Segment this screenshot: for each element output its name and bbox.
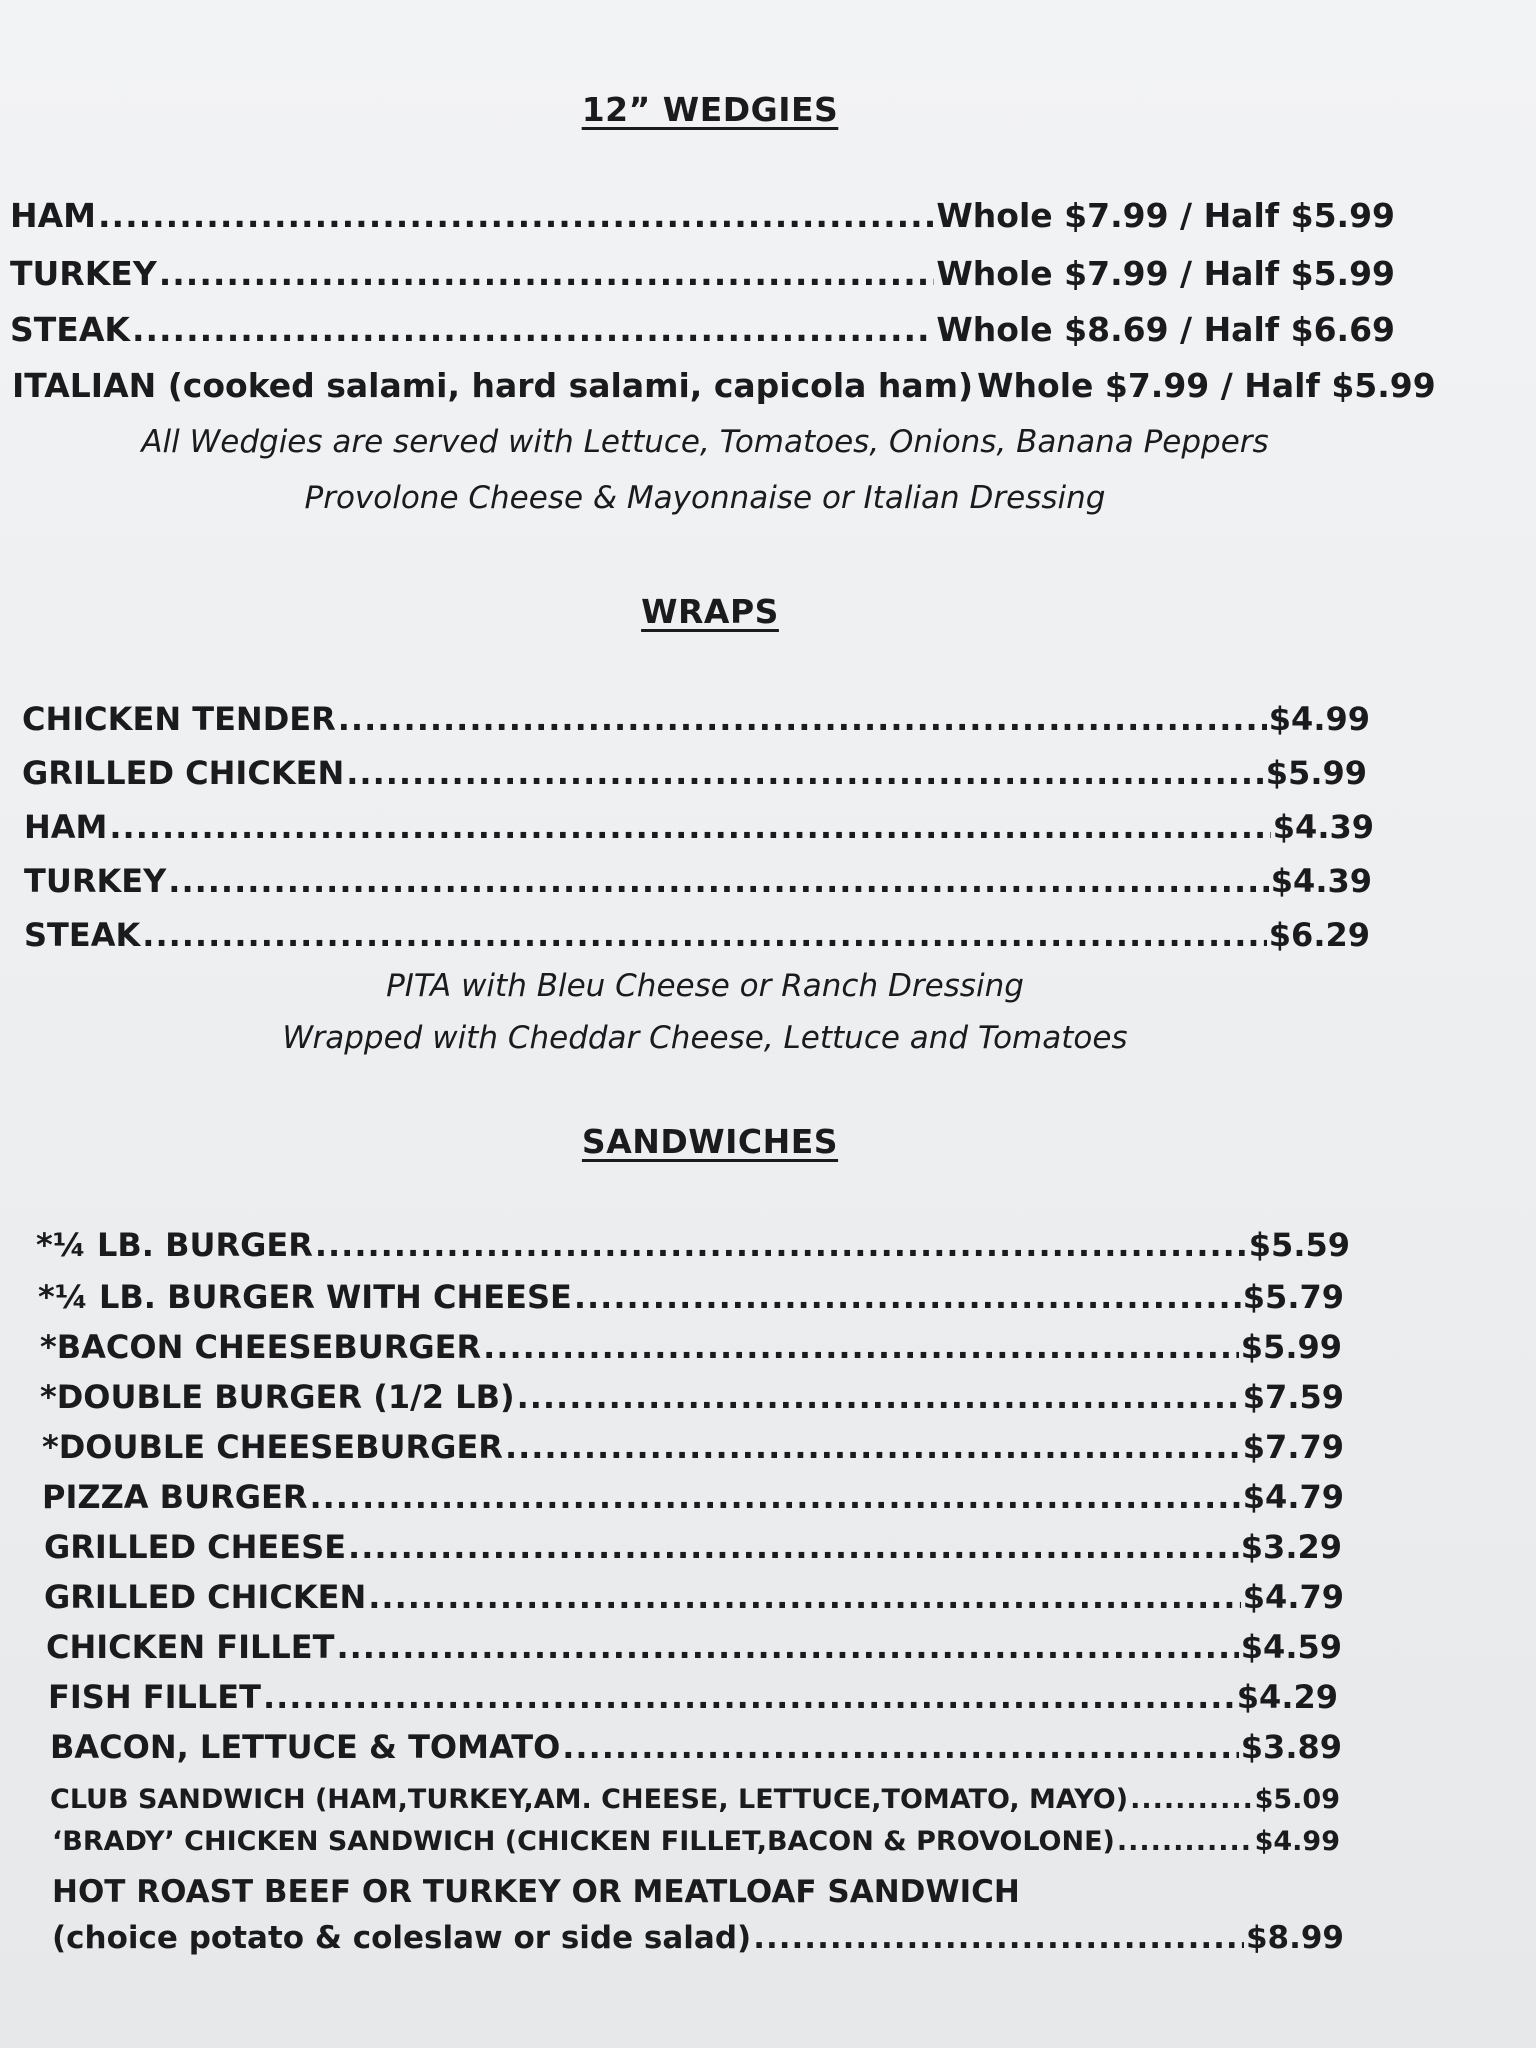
item-price: $4.99: [1268, 700, 1370, 738]
item-name: *BACON CHEESEBURGER: [40, 1328, 482, 1366]
item-name: TURKEY: [24, 862, 167, 900]
item-price: Whole $7.99 / Half $5.99: [936, 254, 1395, 293]
menu-item: [24, 862, 1372, 900]
dot-leader: [753, 1920, 1244, 1956]
item-name: HAM: [24, 808, 108, 846]
item-price: $4.79: [1242, 1478, 1344, 1516]
item-name: TURKEY: [10, 254, 157, 293]
dot-leader: [1117, 1826, 1253, 1857]
item-price: $7.79: [1242, 1428, 1344, 1466]
item-price: $5.99: [1240, 1328, 1342, 1366]
item-name: BACON, LETTUCE & TOMATO: [50, 1728, 561, 1766]
menu-item: [22, 754, 1367, 792]
menu-item: [48, 1678, 1338, 1716]
item-name: CLUB SANDWICH (HAM,TURKEY,AM. CHEESE, LETTUCE,TOMATO, MAYO): [50, 1784, 1129, 1815]
item-price: $4.79: [1242, 1578, 1344, 1616]
menu-item: [24, 808, 1374, 846]
item-price: $5.99: [1265, 754, 1367, 792]
item-name: *¼ LB. BURGER: [36, 1226, 313, 1264]
dot-leader: [338, 700, 1267, 738]
menu-item: [22, 700, 1370, 738]
dot-leader: [348, 1528, 1239, 1566]
item-name: FISH FILLET: [48, 1678, 261, 1716]
item-price: $6.29: [1268, 916, 1370, 954]
dot-leader: [98, 196, 934, 235]
item-name: GRILLED CHICKEN: [44, 1578, 367, 1616]
item-price: $5.79: [1242, 1278, 1344, 1316]
menu-item: [10, 310, 1395, 349]
item-name: HAM: [10, 196, 96, 235]
dot-leader: [132, 310, 934, 349]
item-price: $8.99: [1245, 1920, 1344, 1956]
menu-item: [12, 366, 1436, 405]
dot-leader: [346, 754, 1264, 792]
dot-leader: [368, 1578, 1241, 1616]
item-price: $4.39: [1270, 862, 1372, 900]
menu-item: [40, 1328, 1342, 1366]
menu-item: [44, 1578, 1344, 1616]
dot-leader: [109, 808, 1270, 846]
item-price: $3.29: [1240, 1528, 1342, 1566]
item-name: (choice potato & coleslaw or side salad): [52, 1920, 752, 1956]
item-name: *¼ LB. BURGER WITH CHEESE: [38, 1278, 572, 1316]
dot-leader: [309, 1478, 1240, 1516]
menu-item: [42, 1428, 1344, 1466]
dot-leader: [263, 1678, 1235, 1716]
menu-item: [10, 196, 1395, 235]
wedgies-title: 12” WEDGIES: [581, 90, 839, 129]
item-name: GRILLED CHEESE: [44, 1528, 347, 1566]
menu-item: [24, 916, 1370, 954]
hot-sandwich-title: [52, 1874, 1152, 1910]
item-name: STEAK: [24, 916, 141, 954]
wedgies-note: Provolone Cheese & Mayonnaise or Italian Dressing: [304, 480, 1106, 516]
item-price: $4.29: [1236, 1678, 1338, 1716]
item-price: $4.59: [1240, 1628, 1342, 1666]
menu-item: [44, 1528, 1342, 1566]
item-name: ‘BRADY’ CHICKEN SANDWICH (CHICKEN FILLET,BACON & PROVOLONE): [52, 1826, 1115, 1857]
wraps-note: PITA with Bleu Cheese or Ranch Dressing: [386, 968, 1024, 1004]
item-price: $4.39: [1272, 808, 1374, 846]
dot-leader: [574, 1278, 1241, 1316]
item-price: $5.59: [1248, 1226, 1350, 1264]
item-name: HOT ROAST BEEF OR TURKEY OR MEATLOAF SANDWICH: [52, 1874, 1020, 1910]
dot-leader: [159, 254, 935, 293]
item-price: Whole $8.69 / Half $6.69: [936, 310, 1395, 349]
dot-leader: [142, 916, 1266, 954]
sandwiches-title: SANDWICHES: [581, 1122, 839, 1161]
menu-item: [52, 1920, 1344, 1956]
item-name: *DOUBLE CHEESEBURGER: [42, 1428, 503, 1466]
menu-item: [52, 1826, 1340, 1857]
item-name: ITALIAN (cooked salami, hard salami, capicola ham): [12, 366, 974, 405]
item-price: Whole $7.99 / Half $5.99: [936, 196, 1395, 235]
wraps-note: Wrapped with Cheddar Cheese, Lettuce and Tomatoes: [282, 1020, 1128, 1056]
item-price: $7.59: [1242, 1378, 1344, 1416]
menu-item: [50, 1728, 1342, 1766]
dot-leader: [336, 1628, 1238, 1666]
item-price: $3.89: [1240, 1728, 1342, 1766]
item-name: PIZZA BURGER: [42, 1478, 308, 1516]
menu-item: [36, 1226, 1350, 1264]
menu-item: [50, 1784, 1340, 1815]
dot-leader: [168, 862, 1269, 900]
wraps-title: WRAPS: [641, 592, 779, 631]
menu-item: [10, 254, 1395, 293]
item-name: GRILLED CHICKEN: [22, 754, 345, 792]
item-price: Whole $7.99 / Half $5.99: [977, 366, 1436, 405]
item-price: $4.99: [1254, 1826, 1340, 1857]
dot-leader: [1130, 1784, 1253, 1815]
menu-item: [46, 1628, 1342, 1666]
item-name: *DOUBLE BURGER (1/2 LB): [40, 1378, 515, 1416]
menu-item: [38, 1278, 1344, 1316]
item-name: CHICKEN TENDER: [22, 700, 336, 738]
dot-leader: [562, 1728, 1239, 1766]
item-name: STEAK: [10, 310, 130, 349]
dot-leader: [505, 1428, 1241, 1466]
item-price: $5.09: [1254, 1784, 1340, 1815]
dot-leader: [517, 1378, 1241, 1416]
item-name: CHICKEN FILLET: [46, 1628, 335, 1666]
wedgies-note: All Wedgies are served with Lettuce, Tomatoes, Onions, Banana Peppers: [141, 424, 1269, 460]
dot-leader: [483, 1328, 1239, 1366]
menu-item: [42, 1478, 1344, 1516]
dot-leader: [315, 1226, 1247, 1264]
menu-item: [40, 1378, 1344, 1416]
